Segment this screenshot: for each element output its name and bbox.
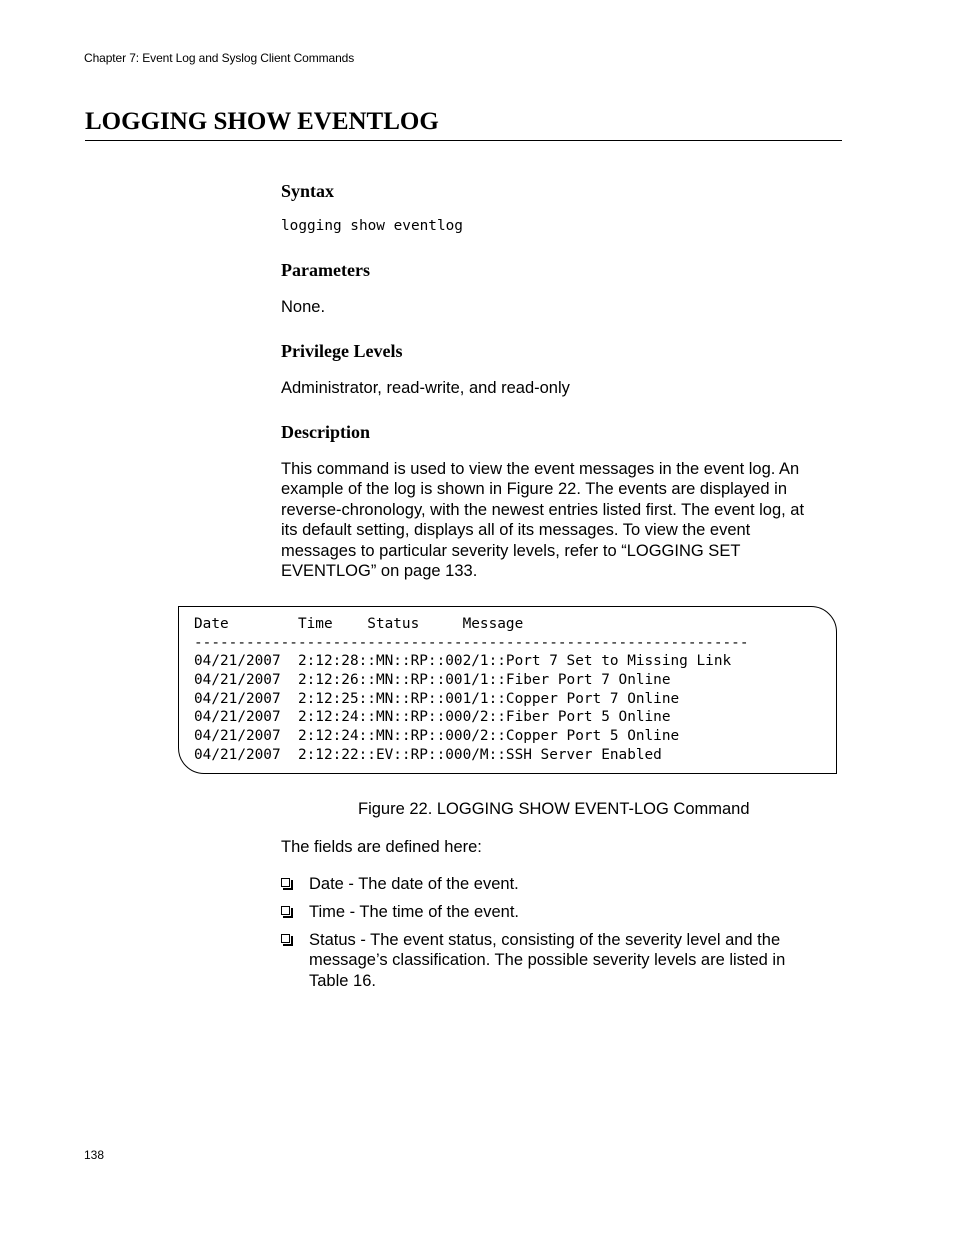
parameters-text-value: None. (281, 298, 326, 316)
fields-intro (281, 837, 831, 857)
description-line: reverse-chronology, with the newest entries listed first. The event log, at (281, 500, 805, 519)
privilege-text-value: Administrator, read-write, and read-only (281, 379, 570, 397)
description-line: This command is used to view the event messages in the event log. An (281, 460, 800, 478)
log-divider: ---------------------------------------------------------------- (194, 635, 749, 651)
log-entry: 04/21/2007 2:12:24::MN::RP::000/2::Copper Port 5 Online (194, 728, 680, 744)
privilege-heading-text: Privilege Levels (281, 341, 403, 361)
log-entry: 04/21/2007 2:12:22::EV::RP::000/M::SSH Server Enabled (194, 747, 662, 763)
description-line: EVENTLOG” on page 133. (281, 562, 478, 581)
fields-intro-text: The fields are defined here: (281, 838, 482, 856)
parameters-heading-text: Parameters (281, 260, 370, 280)
privilege-heading (281, 340, 831, 362)
description-heading (281, 421, 831, 443)
description-line: example of the log is shown in Figure 22. The events are displayed in (281, 480, 787, 499)
chapter-header: Chapter 7: Event Log and Syslog Client Commands (84, 51, 355, 65)
description-line: its default setting, displays all of its messages. To view the event (281, 521, 751, 540)
list-item-text: Time - The time of the event. (309, 903, 520, 921)
list-item-text: Date - The date of the event. (309, 875, 519, 893)
list-item (281, 874, 826, 894)
figure-caption: Figure 22. LOGGING SHOW EVENT-LOG Command (358, 800, 750, 818)
list-item (281, 902, 826, 922)
syntax-command (281, 216, 831, 236)
log-entry: 04/21/2007 2:12:25::MN::RP::001/1::Copper Port 7 Online (194, 691, 680, 707)
checkbox-bullet-icon (281, 878, 290, 887)
log-entry: 04/21/2007 2:12:24::MN::RP::000/2::Fiber Port 5 Online (194, 709, 671, 725)
description-heading-text: Description (281, 422, 370, 442)
syntax-heading-text: Syntax (281, 181, 335, 201)
parameters-heading (281, 259, 831, 281)
list-item (281, 930, 826, 991)
page-number: 138 (84, 1148, 105, 1162)
list-item-text: message’s classification. The possible severity levels are listed in (309, 951, 786, 970)
description-paragraph (281, 459, 831, 581)
syntax-command-text: logging show eventlog (281, 218, 463, 234)
list-item-text: Table 16. (309, 971, 376, 990)
checkbox-bullet-icon (281, 934, 290, 943)
list-item-text: Status - The event status, consisting of the severity level and the (309, 931, 781, 949)
privilege-text (281, 378, 831, 398)
log-entry: 04/21/2007 2:12:28::MN::RP::002/1::Port 7 Set to Missing Link (194, 653, 732, 669)
page-title: LOGGING SHOW EVENTLOG (85, 106, 842, 141)
log-entry: 04/21/2007 2:12:26::MN::RP::001/1::Fiber Port 7 Online (194, 672, 671, 688)
log-header-row: Date Time Status Message (194, 616, 524, 632)
syntax-heading (281, 180, 831, 202)
description-line: messages to particular severity levels, refer to “LOGGING SET (281, 541, 741, 560)
parameters-text (281, 297, 831, 317)
checkbox-bullet-icon (281, 906, 290, 915)
